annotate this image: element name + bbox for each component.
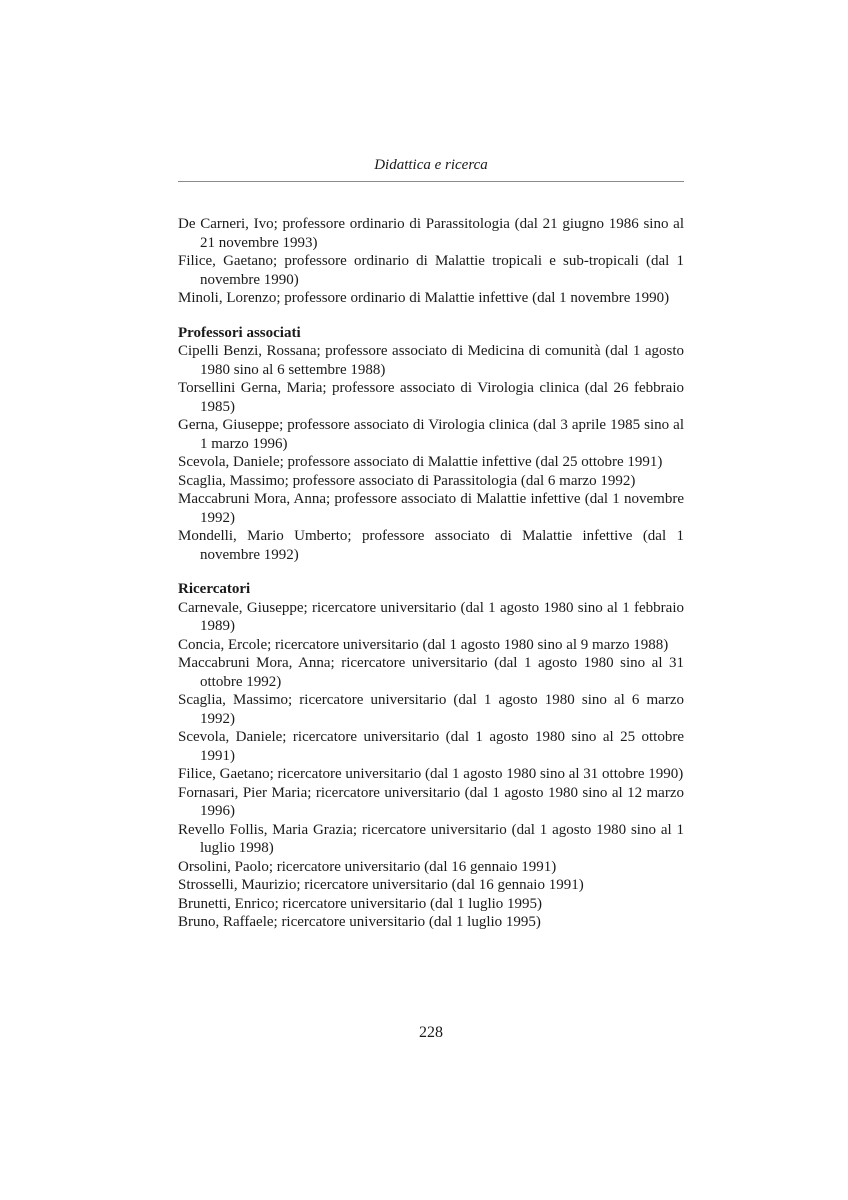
list-entry: Brunetti, Enrico; ricercatore universitario (dal 1 luglio 1995) <box>178 895 543 912</box>
running-header: Didattica e ricerca <box>374 157 488 173</box>
body-text <box>178 215 684 932</box>
list-entry: Filice, Gaetano; professore ordinario di Malattie tropicali e sub-tropicali (dal 1 novembre 1990) <box>178 253 684 288</box>
section-heading-ricercatori: Ricercatori <box>178 581 251 597</box>
list-entry: Orsolini, Paolo; ricercatore universitario (dal 16 gennaio 1991) <box>178 858 557 875</box>
list-entry: Strosselli, Maurizio; ricercatore universitario (dal 16 gennaio 1991) <box>178 877 584 893</box>
list-entry: Maccabruni Mora, Anna; ricercatore universitario (dal 1 agosto 1980 sino al 31 ottobre 1992) <box>178 655 684 690</box>
list-entry: Revello Follis, Maria Grazia; ricercatore universitario (dal 1 agosto 1980 sino al 1 luglio 1998) <box>178 821 684 856</box>
list-entry: Scevola, Daniele; professore associato di Malattie infettive (dal 25 ottobre 1991) <box>178 454 663 470</box>
list-entry: Scaglia, Massimo; ricercatore universitario (dal 1 agosto 1980 sino al 6 marzo 1992) <box>178 692 684 727</box>
ricercatori-section <box>178 580 684 932</box>
list-entry: Minoli, Lorenzo; professore ordinario di Malattie infettive (dal 1 novembre 1990) <box>178 290 670 306</box>
list-entry: Fornasari, Pier Maria; ricercatore universitario (dal 1 agosto 1980 sino al 12 marzo 1996) <box>178 784 684 819</box>
list-entry: Filice, Gaetano; ricercatore universitario (dal 1 agosto 1980 sino al 31 ottobre 1990) <box>178 766 684 782</box>
page-number: 228 <box>419 1024 443 1041</box>
list-entry: Torsellini Gerna, Maria; professore associato di Virologia clinica (dal 26 febbraio 1985) <box>178 380 684 415</box>
list-entry: Carnevale, Giuseppe; ricercatore universitario (dal 1 agosto 1980 sino al 1 febbraio 1989) <box>178 599 684 634</box>
list-entry: Gerna, Giuseppe; professore associato di Virologia clinica (dal 3 aprile 1985 sino al 1 marzo 1996) <box>178 417 684 452</box>
list-entry: Mondelli, Mario Umberto; professore associato di Malattie infettive (dal 1 novembre 1992) <box>178 528 684 563</box>
section-heading-associati: Professori associati <box>178 324 301 341</box>
ordinari-section <box>178 215 684 308</box>
header-rule <box>178 181 684 182</box>
list-entry: Bruno, Raffaele; ricercatore universitario (dal 1 luglio 1995) <box>178 914 541 930</box>
list-entry: Concia, Ercole; ricercatore universitario (dal 1 agosto 1980 sino al 9 marzo 1988) <box>178 636 669 653</box>
associati-section <box>178 324 684 565</box>
list-entry: Scaglia, Massimo; professore associato di Parassitologia (dal 6 marzo 1992) <box>178 472 636 489</box>
list-entry: Cipelli Benzi, Rossana; professore associato di Medicina di comunità (dal 1 agosto 1980 sino al 6 settembre 1988) <box>178 343 684 378</box>
list-entry: Maccabruni Mora, Anna; professore associato di Malattie infettive (dal 1 novembre 1992) <box>178 491 684 526</box>
list-entry: Scevola, Daniele; ricercatore universitario (dal 1 agosto 1980 sino al 25 ottobre 1991) <box>178 729 684 764</box>
list-entry: De Carneri, Ivo; professore ordinario di Parassitologia (dal 21 giugno 1986 sino al 21 novembre 1993) <box>178 216 684 251</box>
